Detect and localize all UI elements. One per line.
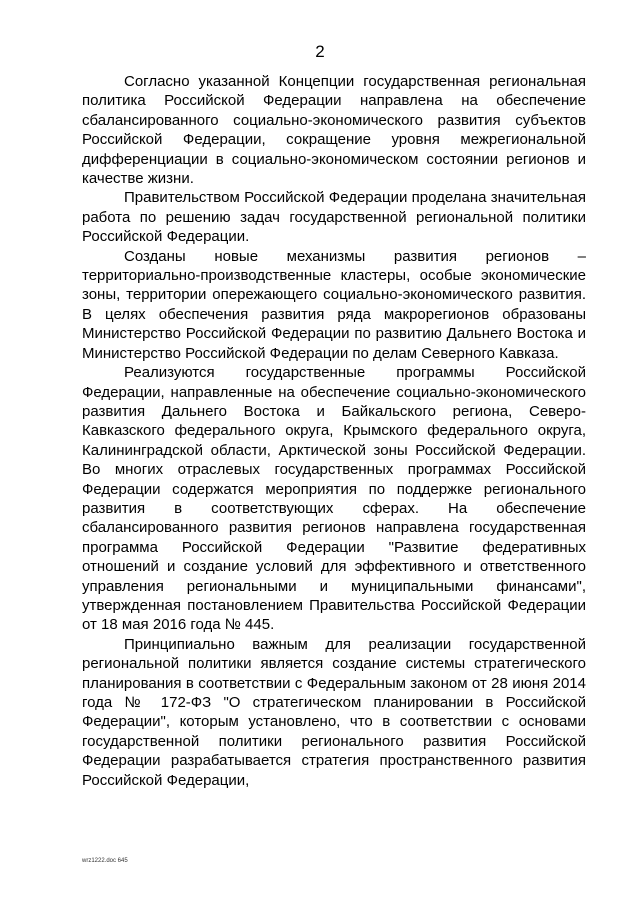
paragraph-government-work: Правительством Российской Федерации проделана значительная работа по решению задач государственной региональной политики Российской Федерации. bbox=[82, 189, 586, 246]
paragraph-concept: Согласно указанной Концепции государственная региональная политика Российской Федерации направлена на обеспечение сбалансированного социально-экономического развития субъектов Российской Федерации, сокращение уровня межрегиональной дифференциации в социально-экономическом состоянии регионов и качестве жизни. bbox=[82, 73, 586, 188]
page-number: 2 bbox=[315, 42, 325, 61]
paragraph-strategic-planning: Принципиально важным для реализации государственной региональной политики является создание системы стратегического планирования в соответствии с Федеральным законом от 28 июня 2014 года № 172-ФЗ "О стратегическом планировании в Российской Федерации", которым установлено, что в соответствии с основами государственной политики регионального развития Российской Федерации разрабатывается стратегия пространственного развития Российской Федерации, bbox=[82, 635, 586, 789]
file-reference: wrz1222.doc 645 bbox=[82, 858, 128, 864]
paragraph-state-programs: Реализуются государственные программы Российской Федерации, направленные на обеспечение социально-экономического развития Дальнего Востока и Байкальского региона, Северо-Кавказского федерального округа, Крымского федерального округа, Калининградской области, Арктической зоны Российской Федерации. Во многих отраслевых государственных программах Российской Федерации содержатся мероприятия по поддержке регионального развития в соответствующих сферах. На обеспечение сбалансированного развития регионов направлена государственная программа Российской Федерации "Развитие федеративных отношений и создание условий для эффективного и ответственного управления региональными и муниципальными финансами", утвержденная постановлением Правительства Российской Федерации от 18 мая 2016 года № 445. bbox=[82, 364, 586, 634]
paragraph-new-mechanisms: Созданы новые механизмы развития регионов – территориально-производственные кластеры, особые экономические зоны, территории опережающего социально-экономического развития. В целях обеспечения развития ряда макрорегионов образованы Министерство Российской Федерации по развитию Дальнего Востока и Министерство Российской Федерации по делам Северного Кавказа. bbox=[82, 247, 586, 362]
document-body bbox=[82, 72, 586, 790]
